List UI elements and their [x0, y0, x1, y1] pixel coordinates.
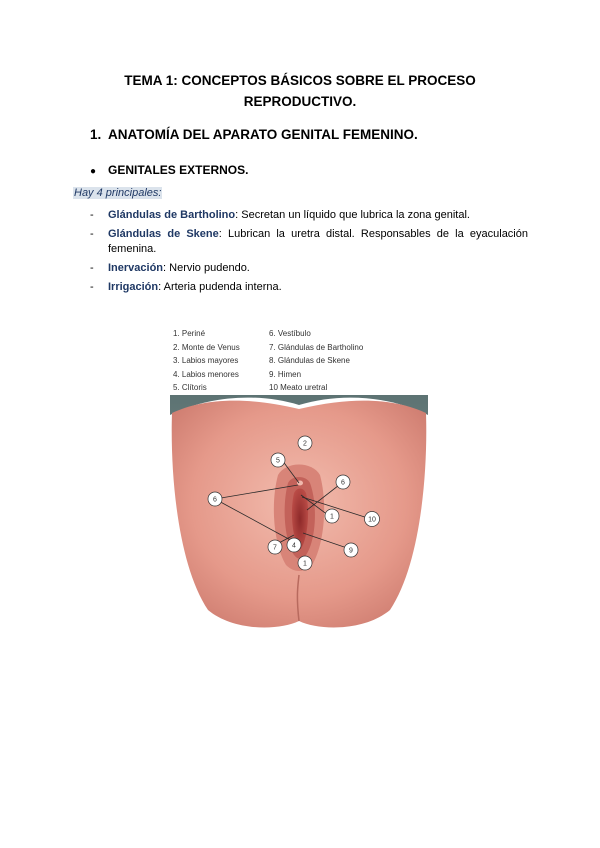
legend-item: 6. Vestíbulo [269, 329, 311, 338]
document-title [60, 70, 540, 112]
title-line-2: REPRODUCTIVO. [243, 94, 357, 109]
section-text: ANATOMÍA DEL APARATO GENITAL FEMENINO. [108, 127, 418, 142]
legend-item: 5. Clítoris [173, 383, 207, 392]
item-term: Irrigación [108, 281, 159, 293]
legend-item: 10 Meato uretral [269, 383, 328, 392]
marker-label: 1 [303, 560, 307, 568]
marker-label: 9 [349, 547, 353, 555]
legend-item: 3. Labios mayores [173, 356, 239, 365]
legend-item: 8. Glándulas de Skene [269, 356, 350, 365]
dash-marker: - [90, 228, 94, 240]
section-number: 1. [90, 127, 102, 142]
item-desc: : Lubrican la uretra distal. Responsables de la eyaculación femenina. [108, 228, 528, 255]
list-item [90, 280, 528, 295]
marker-label: 7 [273, 544, 277, 552]
marker-label: 5 [276, 457, 280, 465]
item-term: Glándulas de Bartholino [108, 209, 236, 221]
item-term: Inervación [108, 262, 164, 274]
legend-item: 1. Periné [173, 329, 206, 338]
figure-legend [170, 325, 428, 395]
legend-item: 9. Himen [269, 369, 302, 379]
title-line-1: TEMA 1: CONCEPTOS BÁSICOS SOBRE EL PROCESO [124, 73, 476, 88]
bullet-icon: ● [90, 166, 97, 177]
legend-item: 2. Monte de Venus [173, 342, 240, 352]
marker-label: 2 [303, 440, 307, 448]
item-desc: : Nervio pudendo. [163, 262, 250, 274]
item-term: Glándulas de Skene [108, 228, 219, 240]
section-heading [90, 127, 418, 142]
anatomy-illustration [170, 395, 428, 631]
item-desc: : Arteria pudenda interna. [158, 281, 282, 293]
marker-label: 4 [292, 542, 296, 550]
legend-item: 7. Glándulas de Bartholino [269, 342, 364, 352]
legend-column-right [269, 327, 363, 395]
dash-marker: - [90, 262, 94, 274]
marker-label: 6 [341, 479, 345, 487]
legend-item: 4. Labios menores [173, 369, 239, 379]
list-item [90, 261, 528, 276]
subsection-text: GENITALES EXTERNOS. [108, 163, 249, 177]
marker-label: 6 [213, 496, 217, 504]
marker-label: 1 [330, 513, 334, 521]
list-item [90, 227, 528, 257]
dash-marker: - [90, 209, 94, 221]
marker-label: 10 [368, 516, 376, 524]
item-desc: : Secretan un líquido que lubrica la zona genital. [235, 209, 470, 221]
legend-column-left [173, 327, 240, 395]
dash-marker: - [90, 281, 94, 293]
anatomy-figure [170, 325, 428, 631]
list-item [90, 208, 528, 223]
glands-list [90, 208, 528, 299]
subsection-heading [90, 163, 248, 177]
intro-text: Hay 4 principales: [74, 187, 162, 199]
